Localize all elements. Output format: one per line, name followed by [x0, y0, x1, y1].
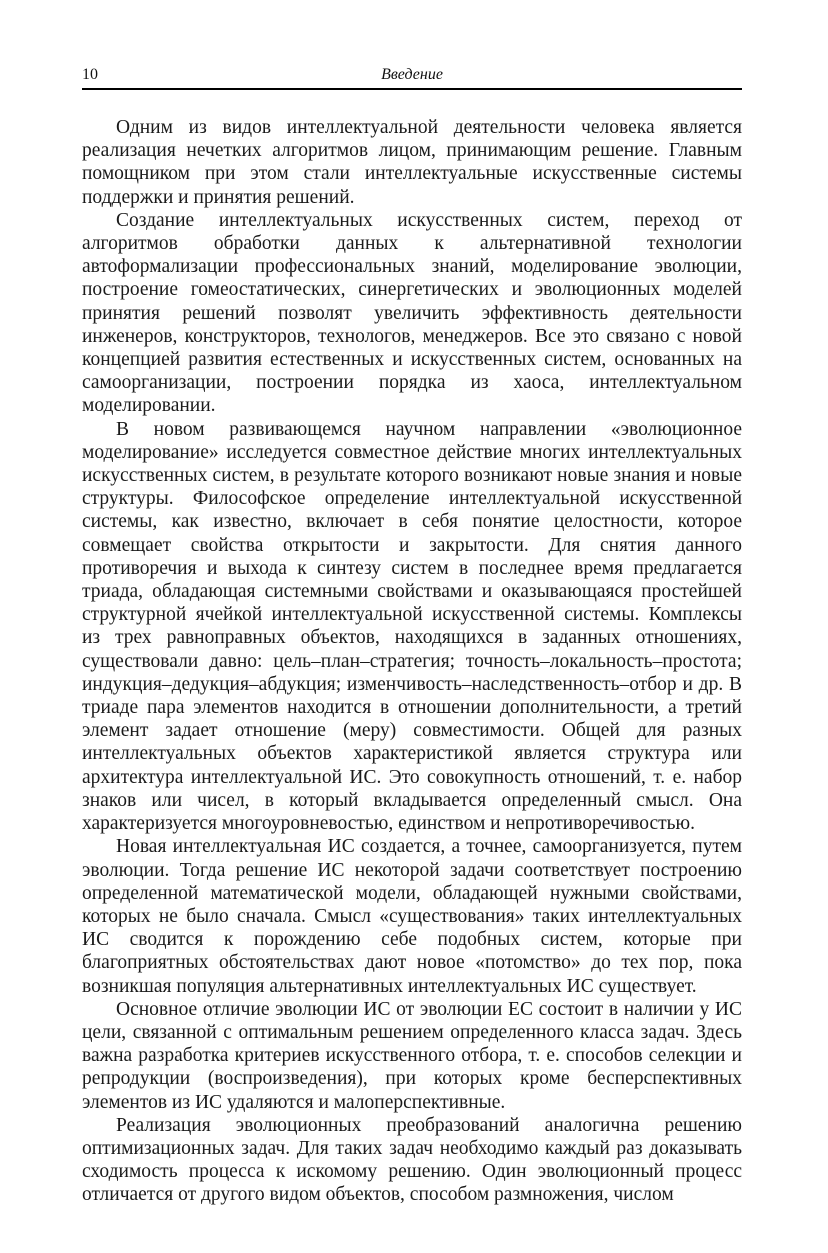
paragraph: Реализация эволюционных преобразований аналогична решению оптимизационных задач. Для таких задач необходимо каждый раз доказывать сходимость процесса к искомому решению. Один эволюционный процесс отличается от другого видом объектов, способом размножения, числом — [82, 1114, 742, 1206]
paragraph: Основное отличие эволюции ИС от эволюции ЕС состоит в наличии у ИС цели, связанной с оптимальным решением определенного класса задач. Здесь важна разработка критериев искусственного отбора, т. е. способов селекции и репродукции (воспроизведения), при которых кроме бесперспективных элементов из ИС удаляются и малоперспективные. — [82, 998, 742, 1113]
paragraph: Одним из видов интеллектуальной деятельности человека является реализация нечетких алгоритмов лицом, принимающим решение. Главным помощником при этом стали интеллектуальные искусственные системы поддержки и принятия решений. — [82, 117, 742, 208]
paragraph: Создание интеллектуальных искусственных систем, переход от алгоритмов обработки данных к альтернативной технологии автоформализации профессиональных знаний, моделирование эволюции, построение гомеостатических, синергетических и эволюционных моделей принятия решений позволят увеличить эффективность деятельности инженеров, конструкторов, технологов, менеджеров. Все это связано с новой концепцией развития естественных и искусственных систем, основанных на самоорганизации, построении порядка из хаоса, интеллектуальном моделировании. — [82, 209, 742, 417]
paragraph: Новая интеллектуальная ИС создается, а точнее, самоорганизуется, путем эволюции. Тогда решение ИС некоторой задачи соответствует построению определенной математической модели, обладающей нужными свойствами, которых не было сначала. Смысл «существования» таких интеллектуальных ИС сводится к порождению себе подобных систем, которые при благоприятных обстоятельствах дают новое «потомство» до тех пор, пока возникшая популяция альтернативных интеллектуальных ИС существует. — [82, 836, 742, 997]
page-number: 10 — [82, 66, 98, 83]
section-title: Введение — [381, 66, 443, 83]
paragraph: В новом развивающемся научном направлении «эволюционное моделирование» исследуется совместное действие многих интеллектуальных искусственных систем, в результате которого возникают новые знания и новые структуры. Философское определение интеллектуальной искусственной системы, как известно, включает в себя понятие целостности, которое совмещает свойства открытости и закрытости. Для снятия данного противоречия и выхода к синтезу систем в последнее время предлагается триада, обладающая системными свойствами и оказывающаяся простейшей структурной ячейкой интеллектуальной искусственной системы. Комплексы из трех равноправных объектов, находящихся в заданных отношениях, существовали давно: цель–план–стратегия; точность–локальность–простота; индукция–дедукция–абдукция; изменчивость–наследственность–отбор и др. В триаде пара элементов находится в отношении дополнительности, а третий элемент задает отношение (меру) совместимости. Общей для разных интеллектуальных объектов характеристикой является структура или архитектура интеллектуальной ИС. Это совокупность отношений, т. е. набор знаков или чисел, в который вкладывается определенный смысл. Она характеризуется многоуровневостью, единством и непротиворечивостью. — [82, 418, 742, 835]
body-text — [82, 116, 742, 1207]
running-head — [82, 64, 742, 90]
